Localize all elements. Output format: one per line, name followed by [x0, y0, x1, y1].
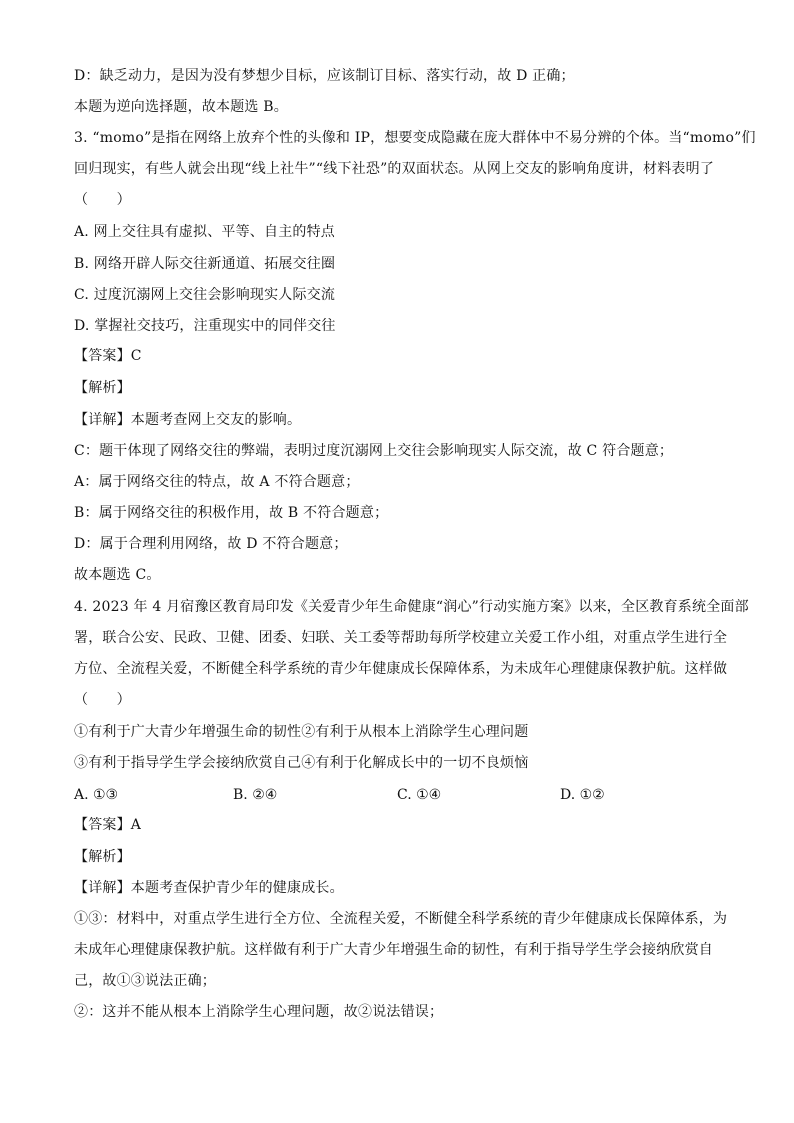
- text-line-d-option-explanation: D：缺乏动力，是因为没有梦想少目标，应该制订目标、落实行动，故 D 正确；: [74, 68, 575, 84]
- question-3-blank: （ ）: [74, 192, 131, 208]
- question-3-stem-line-2: 回归现实，有些人就会出现“线上社牛”“线下社恐”的双面状态。从网上交友的影响角度讲，材料表明了: [74, 161, 715, 177]
- question-3-explanation-b: B：属于网络交往的积极作用，故 B 不符合题意；: [74, 505, 389, 521]
- question-4-statements-3-4: ③有利于指导学生学会接纳欣赏自己④有利于化解成长中的一切不良烦恼: [74, 755, 529, 771]
- question-4-stem-line-3: 方位、全流程关爱，不断健全科学系统的青少年健康成长保障体系，为未成年心理健康保教护航。这样做: [74, 661, 728, 677]
- question-3-answer: 【答案】C: [74, 348, 142, 364]
- question-3-option-b: B. 网络开辟人际交往新通道、拓展交往圈: [74, 256, 336, 272]
- question-3-conclusion: 故本题选 C。: [74, 567, 161, 583]
- question-4-analysis-heading: 【解析】: [74, 849, 131, 865]
- question-4-explanation-line-3: 己，故①③说法正确；: [74, 973, 216, 989]
- question-3-detail-heading: 【详解】本题考查网上交友的影响。: [74, 412, 302, 428]
- question-4-option-c: C. ①④: [397, 787, 442, 803]
- question-4-blank: （ ）: [74, 692, 131, 708]
- question-4-answer: 【答案】A: [74, 817, 142, 833]
- question-4-option-d: D. ①②: [560, 787, 605, 803]
- question-4-stem-line-2: 署，联合公安、民政、卫健、团委、妇联、关工委等帮助每所学校建立关爱工作小组，对重点学生进行全: [74, 630, 728, 646]
- question-3-explanation-a: A：属于网络交往的特点，故 A 不符合题意；: [74, 474, 360, 490]
- question-3-option-d: D. 掌握社交技巧，注重现实中的同伴交往: [74, 318, 336, 334]
- question-4-explanation-line-1: ①③：材料中，对重点学生进行全方位、全流程关爱，不断健全科学系统的青少年健康成长保障体系，为: [74, 911, 728, 927]
- question-4-option-a: A. ①③: [74, 787, 119, 803]
- question-3-analysis-heading: 【解析】: [74, 380, 131, 396]
- question-3-explanation-c: C：题干体现了网络交往的弊端，表明过度沉溺网上交往会影响现实人际交流，故 C 符合题意；: [74, 443, 674, 459]
- question-3-option-c: C. 过度沉溺网上交往会影响现实人际交流: [74, 287, 336, 303]
- question-3-stem-line-1: 3. “momo”是指在网络上放弃个性的头像和 IP，想要变成隐藏在庞大群体中不易分辨的个体。当“momo”们: [74, 130, 756, 146]
- question-3-option-a: A. 网上交往具有虚拟、平等、自主的特点: [74, 224, 336, 240]
- question-4-explanation-line-4: ②：这并不能从根本上消除学生心理问题，故②说法错误；: [74, 1004, 444, 1020]
- question-4-stem-line-1: 4. 2023 年 4 月宿豫区教育局印发《关爱青少年生命健康“润心”行动实施方案》以来，全区教育系统全面部: [74, 599, 749, 615]
- question-4-detail-heading: 【详解】本题考查保护青少年的健康成长。: [74, 880, 344, 896]
- question-4-statements-1-2: ①有利于广大青少年增强生命的韧性②有利于从根本上消除学生心理问题: [74, 724, 529, 740]
- question-4-explanation-line-2: 未成年心理健康保教护航。这样做有利于广大青少年增强生命的韧性，有利于指导学生学会接纳欣赏自: [74, 942, 713, 958]
- text-line-q2-conclusion: 本题为逆向选择题，故本题选 B。: [74, 99, 288, 115]
- question-4-option-b: B. ②④: [233, 787, 278, 803]
- question-3-explanation-d: D：属于合理利用网络，故 D 不符合题意；: [74, 536, 348, 552]
